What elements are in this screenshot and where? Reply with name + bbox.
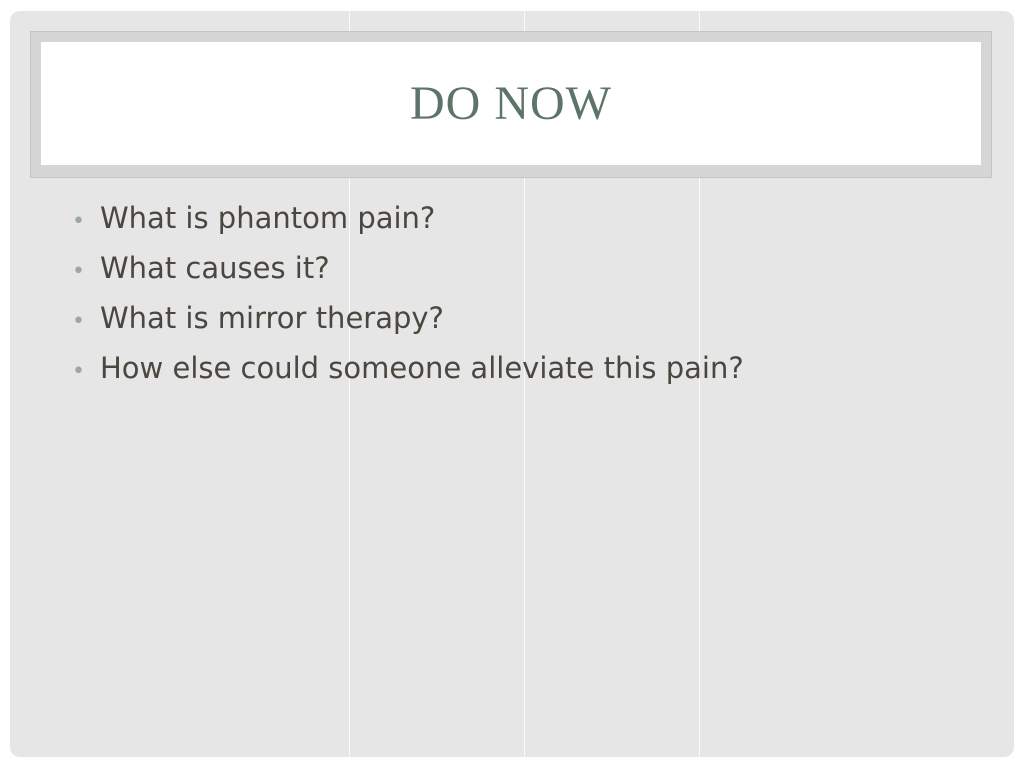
slide <box>10 11 1014 757</box>
bullet-item <box>72 201 744 251</box>
bullet-text: What causes it? <box>100 251 330 285</box>
bullet-icon: • <box>72 359 85 384</box>
bullet-list <box>72 201 744 401</box>
bullet-text: What is mirror therapy? <box>100 301 444 335</box>
title-frame <box>30 31 992 178</box>
bullet-text: What is phantom pain? <box>100 201 436 235</box>
bullet-icon: • <box>72 259 85 284</box>
title-box <box>41 42 981 165</box>
bullet-item <box>72 251 744 301</box>
bullet-text: How else could someone alleviate this pain? <box>100 351 744 385</box>
bullet-item <box>72 351 744 401</box>
bullet-item <box>72 301 744 351</box>
bullet-icon: • <box>72 309 85 334</box>
bullet-icon: • <box>72 209 85 234</box>
slide-title: DO NOW <box>410 76 612 130</box>
